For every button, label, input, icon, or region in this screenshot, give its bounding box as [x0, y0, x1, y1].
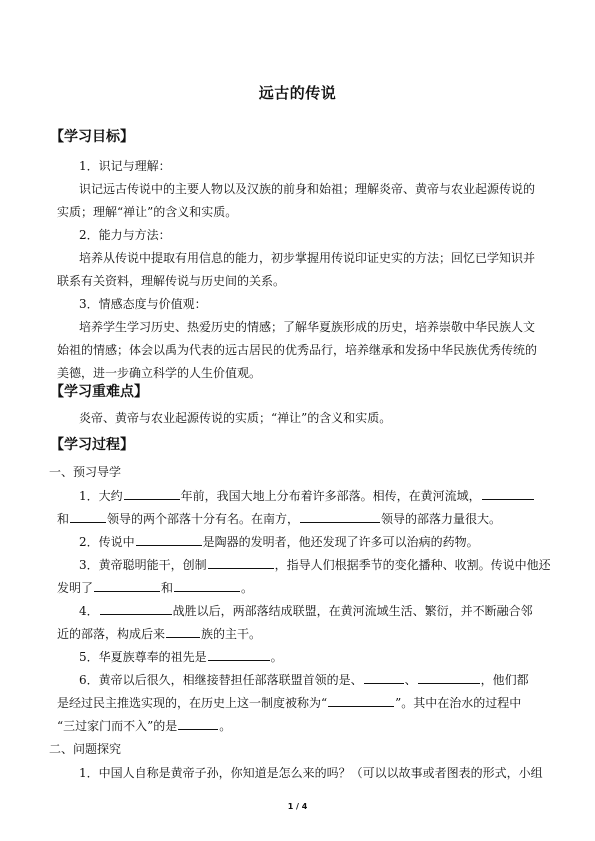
question-3-line1: 3．黄帝聪明能干，创制 ，指导人们根据季节的变化播种、收割。传说中他还 [79, 558, 551, 572]
fill-blank[interactable] [364, 672, 404, 684]
objective-1-label: 1．识记与理解： [79, 159, 171, 173]
keypoints-text: 炎帝、黄帝与农业起源传说的实质；“禅让”的含义和实质。 [79, 411, 392, 425]
fill-blank[interactable] [166, 626, 200, 638]
fill-blank[interactable] [208, 649, 270, 661]
question-1-line1: 1．大约 年前，我国大地上分布着许多部落。相传，在黄河流域， [79, 488, 535, 505]
objective-2-text-line1: 培养从传说中提取有用信息的能力，初步掌握用传说印证史实的方法；回忆已学知识并 [79, 251, 536, 265]
fill-blank[interactable] [208, 557, 274, 569]
preview-section-label: 一、预习导学 [49, 465, 122, 479]
question-6-line1: 6．黄帝以后很久，相继接替担任部落联盟首领的是、 、 ，他们都 [79, 673, 529, 687]
inquiry-section-label: 二、问题探究 [49, 742, 122, 756]
inquiry-question-1: 1．中国人自称是黄帝子孙，你知道是怎么来的吗？（可以以故事或者图表的形式，小组 [79, 766, 543, 780]
objective-2-label: 2．能力与方法： [79, 228, 171, 242]
process-heading: 【学习过程】 [50, 437, 134, 453]
fill-blank[interactable] [136, 534, 202, 546]
fill-blank[interactable] [178, 718, 218, 730]
objectives-heading: 【学习目标】 [50, 129, 134, 145]
page-number: 1 / 4 [287, 802, 308, 811]
fill-blank[interactable] [174, 580, 240, 592]
fill-blank[interactable] [418, 672, 480, 684]
objective-3-text-line2: 始祖的情感；体会以禹为代表的远古居民的优秀品行，培养继承和发扬中华民族优秀传统的 [57, 343, 538, 357]
keypoints-heading: 【学习重难点】 [50, 384, 148, 400]
objective-1-text-line1: 识记远古传说中的主要人物以及汉族的前身和始祖；理解炎帝、黄帝与农业起源传说的 [79, 182, 536, 196]
question-1-line2: 和 领导的两个部落十分有名。在南方， 领导的部落力量很大。 [57, 512, 502, 526]
question-5: 5．华夏族尊奉的祖先是 。 [79, 650, 283, 664]
question-4-line1: 4． 战胜以后，两部落结成联盟，在黄河流域生活、繁衍，并不断融合邻 [79, 604, 533, 618]
page-title: 远古的传说 [258, 84, 337, 102]
fill-blank[interactable] [124, 488, 180, 500]
objective-1-text-line2: 实质；理解“禅让”的含义和实质。 [57, 205, 238, 219]
question-2: 2．传说中 是陶器的发明者，他还发现了许多可以治病的药物。 [79, 535, 479, 549]
objective-2-text-line2: 联系有关资料，理解传说与历史间的关系。 [57, 274, 286, 288]
fill-blank[interactable] [100, 603, 172, 615]
fill-blank[interactable] [482, 488, 534, 500]
objective-3-label: 3．情感态度与价值观： [79, 297, 207, 311]
fill-blank[interactable] [70, 511, 106, 523]
question-4-line2: 近的部落，构成后来 族的主干。 [57, 627, 262, 641]
question-6-line2: 是经过民主推选实现的，在历史上这一制度被称为“ ”。其中在治水的过程中 [57, 696, 522, 710]
fill-blank[interactable] [300, 511, 380, 523]
fill-blank[interactable] [94, 580, 160, 592]
question-3-line2: 发明了 和 。 [57, 581, 254, 595]
fill-blank[interactable] [328, 695, 394, 707]
objective-3-text-line1: 培养学生学习历史、热爱历史的情感；了解华夏族形成的历史，培养崇敬中华民族人文 [79, 320, 536, 334]
objective-3-text-line3: 美德，进一步确立科学的人生价值观。 [57, 366, 262, 380]
question-6-line3: “三过家门而不入”的是 。 [57, 719, 232, 733]
